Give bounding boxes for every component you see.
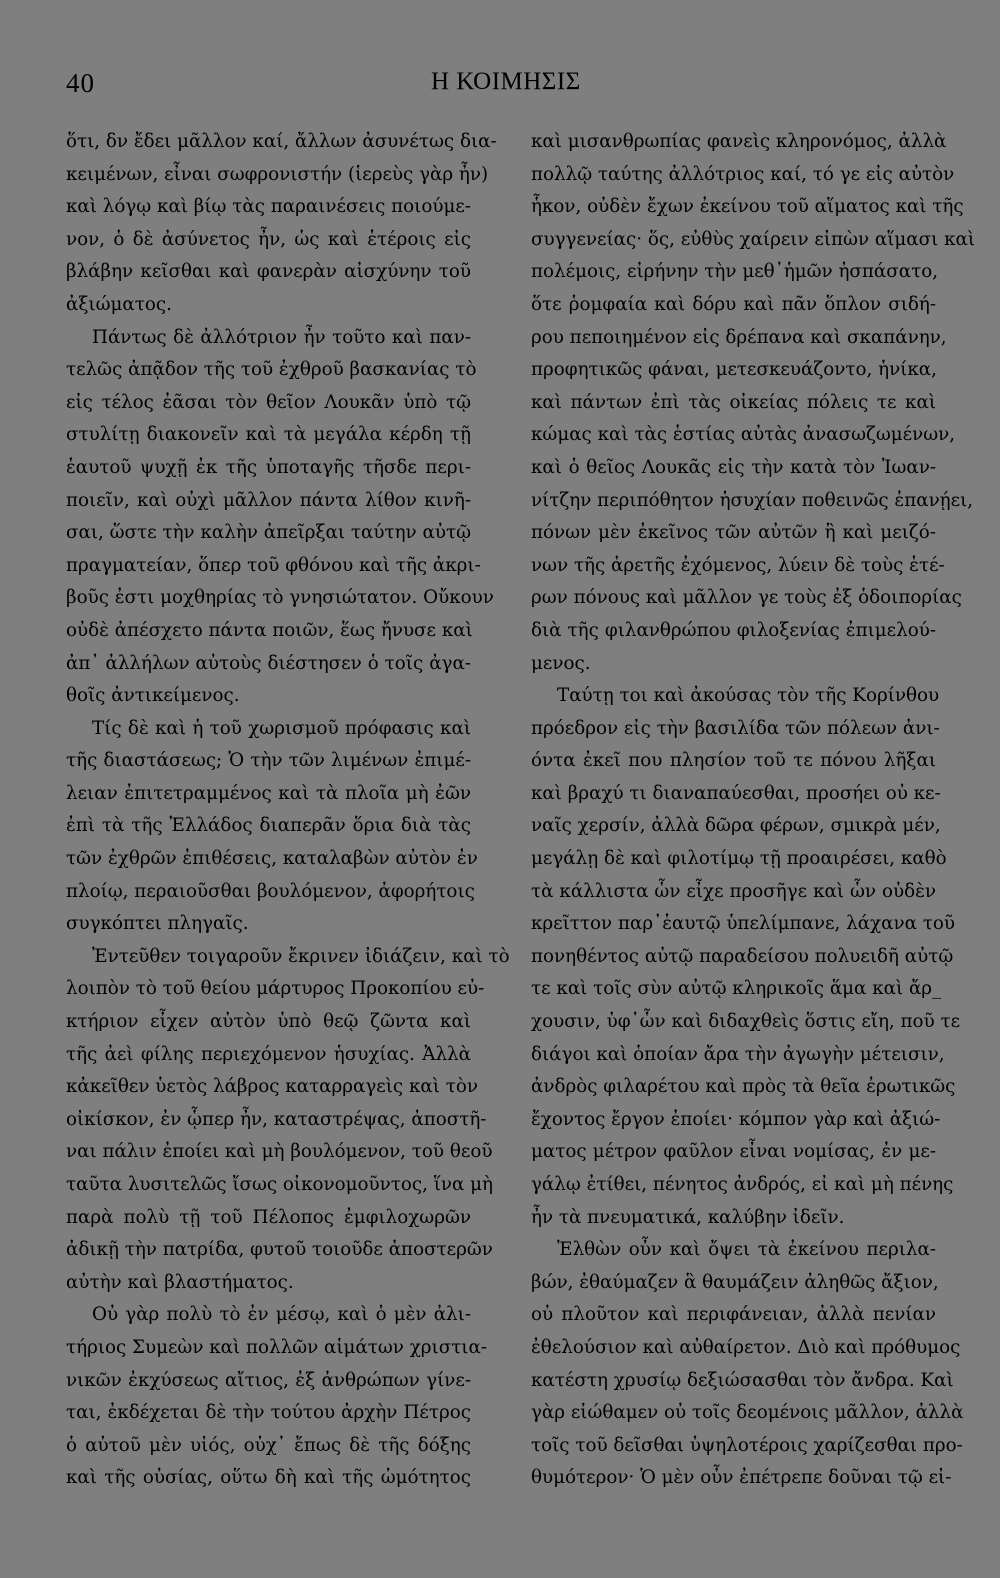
text-line: νίτζην περιπόθητον ἡσυχίαν ποθεινῶς ἐπανῄει, (531, 489, 974, 511)
text-line: τῶν ἐχθρῶν ἐπιθέσεις, καταλαβὼν αὐτὸν ἐν (66, 848, 478, 870)
text-line: ματος μέτρον φαῦλον εἶναι νομίσας, ἐν με- (531, 1141, 936, 1163)
text-line: καὶ πάντων ἐπὶ τὰς οἰκείας πόλεις τε καὶ (531, 391, 936, 413)
text-line: βοῦς ἐστι μοχθηρίας τὸ γνησιώτατον. Οὔκουν (66, 587, 494, 609)
text-line: τελῶς ἀπᾷδον τῆς τοῦ ἐχθροῦ βασκανίας τὸ (66, 359, 477, 381)
text-line: οὐδὲ ἀπέσχετο πάντα ποιῶν, ἕως ἤνυσε καὶ (66, 619, 473, 641)
text-line: διάγοι καὶ ὁποίαν ἄρα τὴν ἀγωγὴν μέτεισιν, (531, 1043, 945, 1065)
text-line: ἑαυτοῦ ψυχῇ ἐκ τῆς ὑποταγῆς τῆσδε περι- (66, 456, 471, 478)
text-line: ναῖς χερσίν, ἀλλὰ δῶρα φέρων, σμικρὰ μέν, (531, 815, 941, 837)
text-line: ἦν τὰ πνευματικά, καλύβην ἰδεῖν. (531, 1206, 845, 1228)
text-line: κρεῖττον παρ᾽ἑαυτῷ ὑπελίμπανε, λάχανα τοῦ (531, 913, 955, 935)
text-line: ἀνδρὸς φιλαρέτου καὶ πρὸς τὰ θεῖα ἐρωτικῶς (531, 1076, 956, 1098)
text-line: κτήριον εἶχεν αὐτὸν ὑπὸ θεῷ ζῶντα καὶ (66, 1011, 471, 1033)
text-line: Οὐ γὰρ πολὺ τὸ ἐν μέσῳ, καὶ ὁ μὲν ἀλι- (92, 1304, 471, 1326)
running-head (66, 68, 938, 108)
text-line: αὐτὴν καὶ βλαστήματος. (66, 1271, 294, 1293)
text-line: ἐπὶ τὰ τῆς Ἑλλάδος διαπερᾶν ὅρια διὰ τὰς (66, 815, 471, 837)
text-line: καὶ μισανθρωπίας φανεὶς κληρονόμος, ἀλλὰ (531, 131, 947, 152)
text-line: κώμας καὶ τὰς ἑστίας αὐτὰς ἀνασωζωμένων, (531, 424, 956, 446)
text-line: μεγάλῃ δὲ καὶ φιλοτίμῳ τῇ προαιρέσει, καθὸ (531, 848, 947, 870)
text-line: λοιπὸν τὸ τοῦ θείου μάρτυρος Προκοπίου εὐ- (66, 978, 485, 1000)
text-line: γὰρ εἰώθαμεν οὐ τοῖς δεομένοις μᾶλλον, ἀλλὰ (531, 1402, 964, 1424)
text-line: πόνων μὲν ἐκεῖνος τῶν αὐτῶν ἢ καὶ μειζό- (531, 522, 936, 544)
text-line: πρόεδρον εἰς τὴν βασιλίδα τῶν πόλεων ἀνι- (531, 717, 940, 739)
text-line: τὰ κάλλιστα ὧν εἶχε προσῆγε καὶ ὧν οὐδὲν (531, 880, 936, 902)
text-line: ται, ἐκδέχεται δὲ τὴν τούτου ἀρχὴν Πέτρος (66, 1402, 471, 1424)
text-line: πλοίῳ, περαιοῦσθαι βουλόμενον, ἀφορήτοις (66, 880, 475, 902)
text-line: λειαν ἐπιτετραμμένος καὶ τὰ πλοῖα μὴ ἐῶν (66, 782, 471, 804)
text-line: συγκόπτει πληγαῖς. (66, 913, 249, 935)
text-line: πολέμοις, εἰρήνην τὴν μεθ᾽ἡμῶν ἠσπάσατο, (531, 261, 939, 283)
text-line: εἰς τέλος ἐᾶσαι τὸν θεῖον Λουκᾶν ὑπὸ τῷ (66, 391, 471, 413)
text-line: τε καὶ τοῖς σὺν αὐτῷ κληρικοῖς ἅμα καὶ ἄρ_ (531, 978, 942, 1000)
text-columns (66, 126, 976, 1495)
text-line: ναι πάλιν ἐποίει καὶ μὴ βουλόμενον, τοῦ θεοῦ (66, 1141, 493, 1163)
text-line: Ἐντεῦθεν τοιγαροῦν ἔκρινεν ἰδιάζειν, καὶ τὸ (92, 945, 510, 967)
text-line: πονηθέντος αὐτῷ παραδείσου πολυειδῆ αὐτῷ (531, 945, 954, 967)
text-line: ἀπ᾽ ἀλλήλων αὐτοὺς διέστησεν ὁ τοῖς ἀγα- (66, 652, 471, 674)
text-line: ἀδικῇ τὴν πατρίδα, φυτοῦ τοιοῦδε ἀποστερῶν (66, 1239, 493, 1261)
text-line: μενος. (531, 652, 591, 674)
running-title: Η ΚΟΙΜΗΣΙΣ (431, 68, 581, 95)
left-column (66, 126, 510, 1495)
text-line: Ἐλθὼν οὖν καὶ ὄψει τὰ ἐκείνου περιλα- (557, 1239, 936, 1261)
right-column (531, 126, 976, 1495)
text-line: θυμότερον· Ὁ μὲν οὖν ἐπέτρεπε δοῦναι τῷ εἰ- (531, 1467, 952, 1489)
text-line: ὅτι, δν ἔδει μᾶλλον καί, ἄλλων ἀσυνέτως δια- (66, 131, 497, 152)
text-line: πολλῷ ταύτης ἀλλότριος καί, τό γε εἰς αὐτὸν (531, 163, 955, 185)
text-line: όντα ἐκεῖ που πλησίον τοῦ τε πόνου λῆξαι (531, 750, 936, 772)
text-line: ἧκον, οὐδὲν ἔχων ἐκείνου τοῦ αἵματος καὶ τῆς (531, 196, 964, 218)
page-number: 40 (66, 68, 95, 98)
text-line: χουσιν, ὑφ᾽ὧν καὶ διδαχθεὶς ὅστις εἴη, ποῦ τε (531, 1011, 961, 1033)
text-line: προφητικῶς φάναι, μετεσκευάζοντο, ἡνίκα, (531, 359, 937, 381)
text-line: διὰ τῆς φιλανθρώπου φιλοξενίας ἐπιμελού- (531, 619, 936, 641)
text-line: Τίς δὲ καὶ ἡ τοῦ χωρισμοῦ πρόφασις καὶ (92, 717, 471, 739)
text-line: ποιεῖν, καὶ οὐχὶ μᾶλλον πάντα λίθον κινῆ- (66, 489, 471, 511)
text-line: ὅτε ῥομφαία καὶ δόρυ καὶ πᾶν ὅπλον σιδή- (531, 293, 936, 315)
text-line: νικῶν ἐκχύσεως αἴτιος, ἐξ ἀνθρώπων γίνε- (66, 1369, 471, 1391)
text-line: παρὰ πολὺ τῇ τοῦ Πέλοπος ἐμφιλοχωρῶν (66, 1206, 471, 1228)
text-line: ἐθελούσιον καὶ αὐθαίρετον. Διὸ καὶ πρόθυμος (531, 1336, 961, 1358)
text-line: γάλῳ ἐτίθει, πένητος ἀνδρός, εἰ καὶ μὴ πένης (531, 1174, 954, 1195)
text-line: ταῦτα λυσιτελῶς ἴσως οἰκονομοῦντος, ἵνα μὴ (66, 1174, 494, 1195)
text-line: ὁ αὐτοῦ μὲν υἱός, οὐχ᾽ ἔπως δὲ τῆς δόξης (66, 1434, 471, 1456)
text-line: καὶ ὁ θεῖος Λουκᾶς εἰς τὴν κατὰ τὸν Ἰωαν- (531, 456, 936, 478)
text-line: ἔχοντος ἔργον ἐποίει· κόμπον γὰρ καὶ ἀξιώ- (531, 1108, 941, 1130)
text-line: πραγματείαν, ὅπερ τοῦ φθόνου καὶ τῆς ἀκρι- (66, 554, 481, 576)
text-line: νων τῆς ἀρετῆς ἐχόμενος, λύειν δὲ τοὺς ἑτέ- (531, 554, 945, 576)
text-line: καὶ βραχύ τι διαναπαύεσθαι, προσήει οὐ κε- (531, 782, 941, 804)
text-line: νον, ὁ δὲ ἀσύνετος ἦν, ὡς καὶ ἑτέροις εἰς (66, 228, 471, 250)
text-line: ρων πόνους καὶ μᾶλλον γε τοὺς ἐξ ὁδοιπορίας (531, 587, 962, 609)
text-line: θοῖς ἀντικείμενος. (66, 685, 240, 707)
text-line: ρου πεποιημένον εἰς δρέπανα καὶ σκαπάνην, (531, 326, 947, 348)
text-line: τήριος Συμεὼν καὶ πολλῶν αἱμάτων χριστια- (66, 1336, 487, 1358)
text-line: οὐ πλοῦτον καὶ περιφάνειαν, ἀλλὰ πενίαν (531, 1304, 936, 1326)
text-line: τῆς ἀεὶ φίλης περιεχόμενον ἡσυχίας. Ἀλλὰ (66, 1043, 471, 1065)
text-line: συγγενείας· ὅς, εὐθὺς χαίρειν εἰπὼν αἵμασι καὶ (531, 228, 976, 250)
text-line: Πάντως δὲ ἀλλότριον ἦν τοῦτο καὶ παν- (92, 326, 471, 348)
text-line: κατέστη χρυσίῳ δεξιώσασθαι τὸν ἄνδρα. Καὶ (531, 1369, 954, 1391)
text-line: κἀκεῖθεν ὑετὸς λάβρος καταρραγεὶς καὶ τὸν (66, 1076, 478, 1098)
text-line: βλάβην κεῖσθαι καὶ φανερὰν αἰσχύνην τοῦ (66, 261, 471, 283)
text-line: Ταύτῃ τοι καὶ ἀκούσας τὸν τῆς Κορίνθου (557, 685, 940, 707)
text-line: σαι, ὥστε τὴν καλὴν ἀπεῖρξαι ταύτην αὐτῷ (66, 522, 471, 544)
text-line: οἰκίσκον, ἐν ᾧπερ ἦν, καταστρέψας, ἀποστῆ- (66, 1108, 487, 1130)
text-line: ἀξιώματος. (66, 293, 172, 315)
text-line: καὶ τῆς οὐσίας, οὕτω δὴ καὶ τῆς ὠμότητος (66, 1467, 471, 1489)
text-line: κειμένων, εἶναι σωφρονιστήν (ἱερεὺς γὰρ ἦν) (66, 163, 489, 185)
text-line: στυλίτῃ διακονεῖν καὶ τὰ μεγάλα κέρδη τῇ (66, 424, 471, 446)
text-line: βών, ἐθαύμαζεν ἃ θαυμάζειν ἀληθῶς ἄξιον, (531, 1271, 939, 1293)
text-line: καὶ λόγῳ καὶ βίῳ τὰς παραινέσεις ποιούμε- (66, 196, 471, 218)
text-line: τοῖς τοῦ δεῖσθαι ὑψηλοτέροις χαρίζεσθαι προ- (531, 1434, 963, 1456)
text-line: τῆς διαστάσεως; Ὁ τὴν τῶν λιμένων ἐπιμέ- (66, 750, 471, 772)
